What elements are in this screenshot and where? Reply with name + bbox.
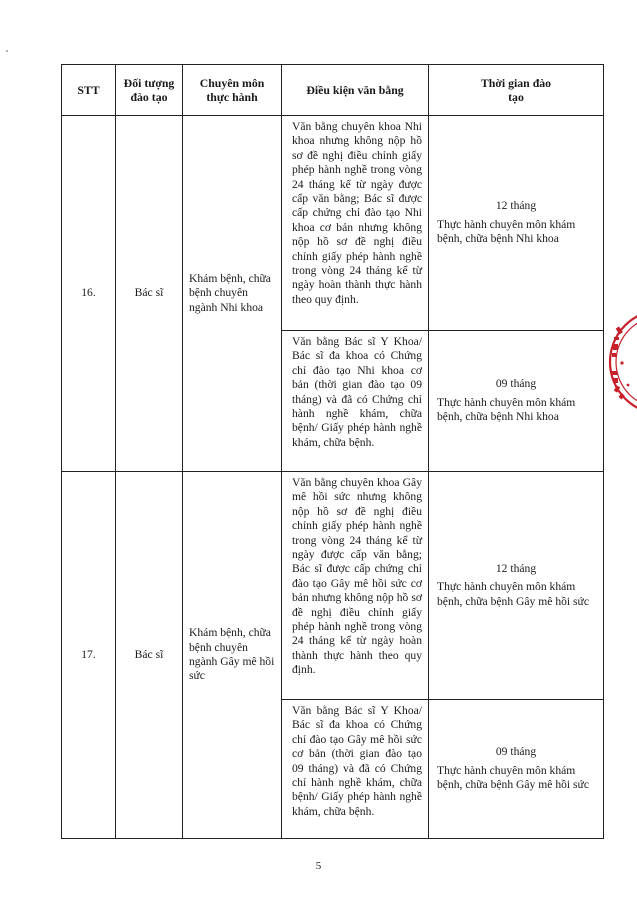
row-stt: 17. (62, 472, 116, 839)
header-stt: STT (62, 65, 116, 116)
duration-description: Thực hành chuyên môn khám bệnh, chữa bệnh Nhi khoa (437, 395, 576, 424)
table-header-row (62, 65, 604, 116)
row-target: Bác sĩ (116, 116, 183, 472)
row-specialty: Khám bệnh, chữa bệnh chuyên ngành Gây mê hồi sức (183, 472, 282, 839)
row-condition: Văn bằng Bác sĩ Y Khoa/ Bác sĩ đa khoa có Chứng chỉ đào tạo Nhi khoa cơ bản (thời gian đào tạo 09 tháng) và đã có Chứng chỉ hành nghề khám, chữa bệnh/ Giấy phép hành nghề khám, chữa bệnh. (282, 331, 429, 472)
duration-description: Thực hành chuyên môn khám bệnh, chữa bệnh Gây mê hồi sức (437, 580, 589, 608)
row-target: Bác sĩ (116, 472, 183, 839)
scan-speck (6, 50, 8, 52)
duration-description: Thực hành chuyên môn khám bệnh, chữa bệnh Nhi khoa (437, 217, 576, 246)
row-duration (429, 700, 604, 839)
row-duration (429, 472, 604, 700)
header-target: Đối tượng đào tạo (116, 65, 183, 116)
row-duration (429, 331, 604, 472)
row-condition: Văn bằng Bác sĩ Y Khoa/ Bác sĩ đa khoa có Chứng chỉ đào tạo Gây mê hồi sức cơ bản (thời gian đào tạo 09 tháng) và đã có Chứng chỉ hành nghề khám, chữa bệnh/ Giấy phép hành nghề khám, chữa bệnh. (282, 700, 429, 839)
row-stt: 16. (62, 116, 116, 472)
duration-months: 12 tháng (495, 561, 537, 575)
row-specialty: Khám bệnh, chữa bệnh chuyên ngành Nhi khoa (183, 116, 282, 472)
table-row (62, 116, 604, 331)
row-condition: Văn bằng chuyên khoa Gây mê hồi sức nhưng không nộp hồ sơ đề nghị điều chỉnh giấy phép hành nghề trong vòng 24 tháng kể từ ngày được cấp văn bằng; Bác sĩ được cấp chứng chỉ đào tạo Gây mê hồi sức cơ bản nhưng không nộp hồ sơ đề nghị điều chỉnh giấy phép hành nghề trong vòng 24 tháng kể từ ngày hoàn thành thực hành theo quy định. (282, 472, 429, 700)
red-seal-stamp (604, 305, 637, 420)
duration-months: 09 tháng (495, 745, 537, 759)
page-number: 5 (315, 860, 322, 872)
duration-months: 12 tháng (495, 199, 537, 213)
row-condition: Văn bằng chuyên khoa Nhi khoa nhưng không nộp hồ sơ đề nghị điều chỉnh giấy phép hành nghề trong vòng 24 tháng kể từ ngày được cấp văn bằng; Bác sĩ được cấp chứng chỉ đào tạo Nhi khoa cơ bản nhưng không nộp hồ sơ đề nghị điều chỉnh giấy phép hành nghề trong vòng 24 tháng kể từ ngày hoàn thành thực hành theo quy định. (282, 116, 429, 331)
training-table (61, 64, 604, 839)
duration-months: 09 tháng (495, 377, 537, 391)
row-duration (429, 116, 604, 331)
header-specialty: Chuyên môn thực hành (183, 65, 282, 116)
header-duration: Thời gian đào tạo (429, 65, 604, 116)
header-condition: Điều kiện văn bằng (282, 65, 429, 116)
table-row (62, 472, 604, 700)
duration-description: Thực hành chuyên môn khám bệnh, chữa bệnh Gây mê hồi sức (437, 763, 589, 792)
